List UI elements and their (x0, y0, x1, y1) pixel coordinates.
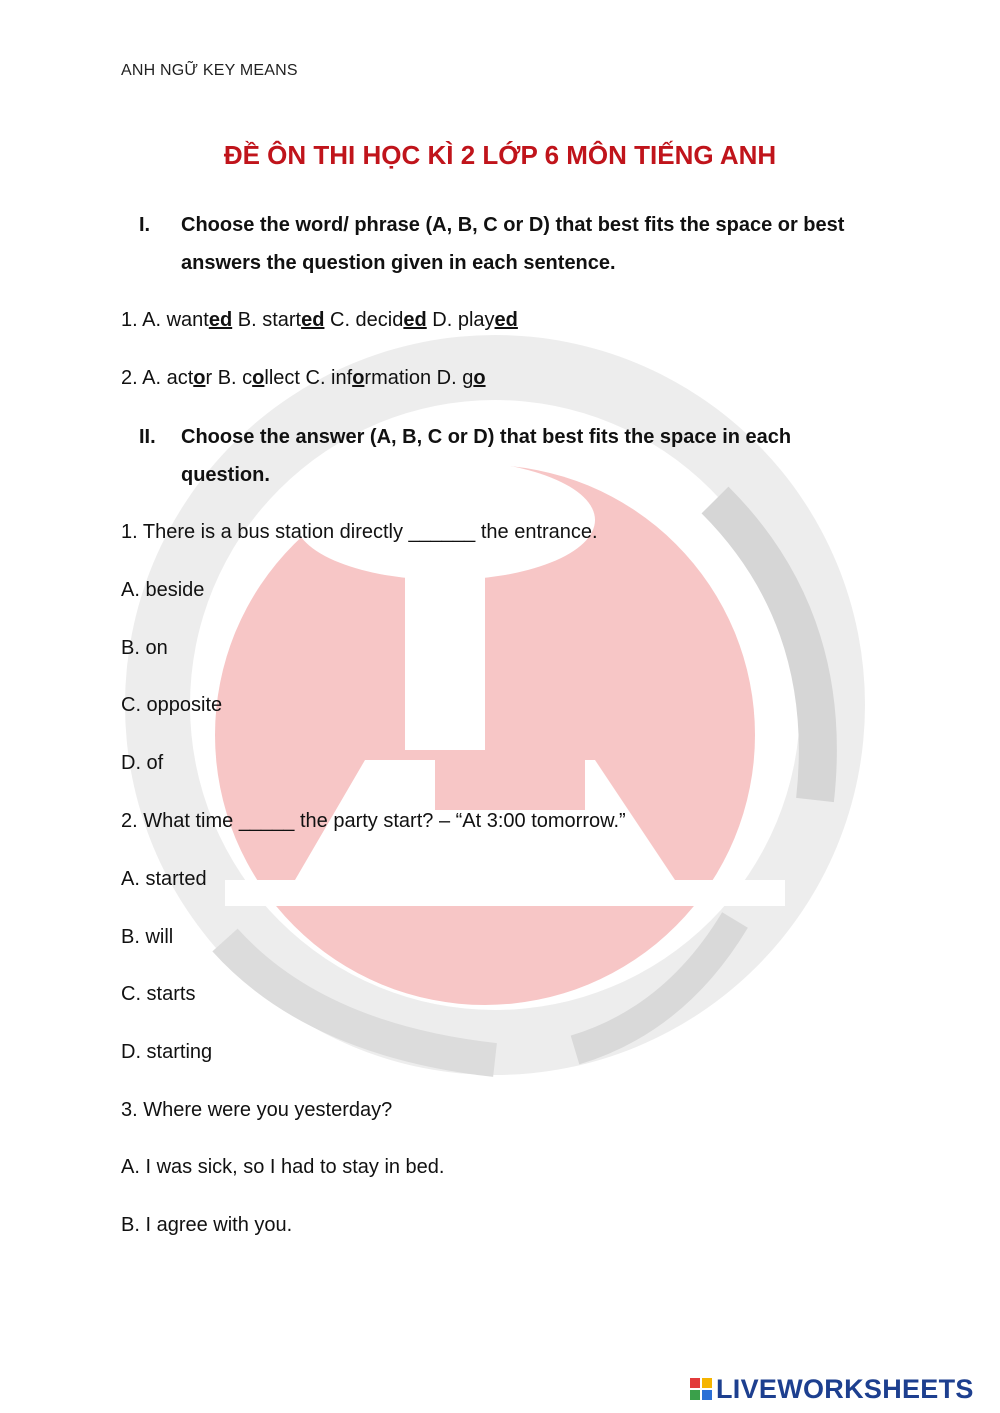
pronunciation-item-1 (121, 309, 518, 332)
pronunciation-item-2 (121, 367, 486, 390)
pron-1-text-d: D. play (426, 309, 495, 331)
question-2-option-c: C. starts (121, 983, 196, 1005)
logo-square-red (690, 1378, 700, 1388)
question-2-option-b: B. will (121, 926, 174, 948)
section-2-instruction: Choose the answer (A, B, C or D) that best fits the space in each question. (181, 426, 792, 486)
question-1-text: 1. There is a bus station directly ______ the entrance. (121, 521, 598, 543)
logo-square-blue (702, 1390, 712, 1400)
pron-2-text-c: llect C. inf (264, 367, 353, 389)
pron-1-text-a: 1. A. want (121, 309, 209, 331)
section-2-heading (121, 418, 881, 494)
pron-2-text-d: rmation D. g (364, 367, 474, 389)
question-1-option-b: B. on (121, 637, 168, 659)
pron-2-underline-a: o (193, 367, 206, 389)
pron-1-underline-a: ed (208, 309, 233, 331)
pron-1-text-c: C. decid (324, 309, 404, 331)
pron-2-underline-c: o (352, 367, 365, 389)
question-2-option-d: D. starting (121, 1041, 213, 1063)
question-3-option-a: A. I was sick, so I had to stay in bed. (121, 1156, 445, 1178)
question-1-option-c: C. opposite (121, 694, 223, 716)
liveworksheets-logo-text: LIVEWORKSHEETS (716, 1373, 974, 1404)
pron-2-text-b: r B. c (205, 367, 253, 389)
pron-1-underline-c: ed (403, 309, 427, 331)
pron-1-underline-b: ed (301, 309, 325, 331)
document-title: ĐỀ ÔN THI HỌC KÌ 2 LỚP 6 MÔN TIẾNG ANH (223, 140, 777, 170)
logo-square-green (690, 1390, 700, 1400)
liveworksheets-logo-icon (690, 1378, 712, 1400)
question-1-option-a: A. beside (121, 579, 205, 601)
question-3-option-b: B. I agree with you. (121, 1214, 293, 1236)
pron-2-text-a: 2. A. act (121, 367, 194, 389)
document-header: ANH NGỮ KEY MEANS (121, 62, 298, 79)
pron-2-underline-d: o (473, 367, 486, 389)
logo-square-yellow (702, 1378, 712, 1388)
question-1-option-d: D. of (121, 752, 164, 774)
question-3-text: 3. Where were you yesterday? (121, 1099, 393, 1121)
question-2-option-a: A. started (121, 868, 207, 890)
section-1-number: I. (139, 214, 151, 236)
section-2-number: II. (139, 426, 156, 448)
pron-1-underline-d: ed (494, 309, 518, 331)
pron-2-underline-b: o (252, 367, 265, 389)
pron-1-text-b: B. start (232, 309, 302, 331)
section-1-heading (121, 206, 881, 282)
question-2-text: 2. What time _____ the party start? – “At 3:00 tomorrow.” (121, 810, 626, 832)
section-1-instruction: Choose the word/ phrase (A, B, C or D) that best fits the space or best answers the question given in each sentence. (181, 214, 845, 274)
liveworksheets-logo[interactable] (690, 1372, 974, 1406)
